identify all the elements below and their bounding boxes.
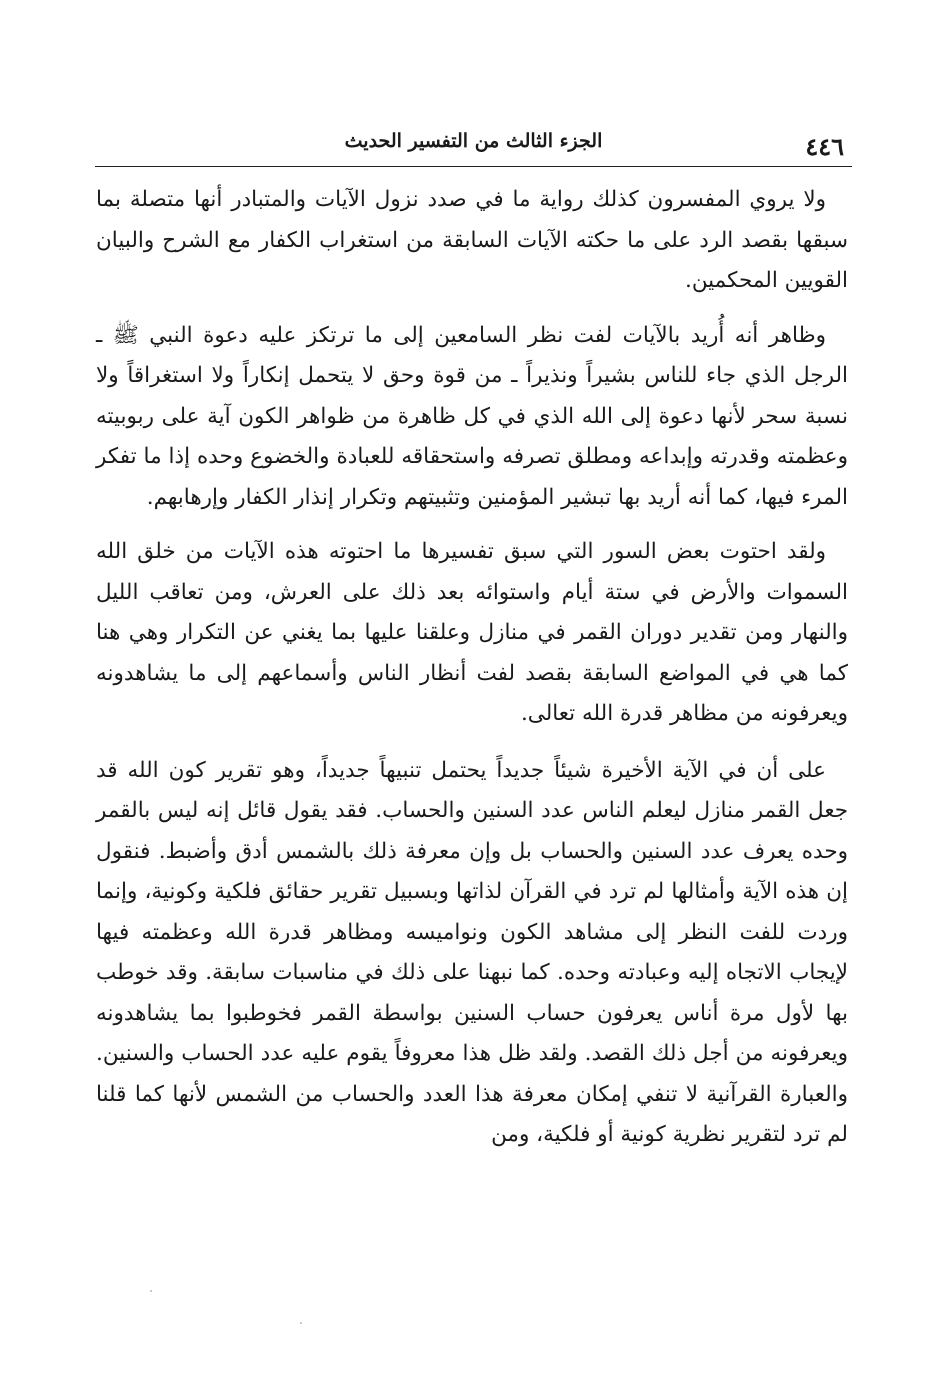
running-header bbox=[95, 128, 852, 164]
paragraph-3: ولقد احتوت بعض السور التي سبق تفسيرها ما احتوته هذه الآيات من خلق الله السموات والأرض في ستة أيام واستوائه بعد ذلك على العرش، ومن تعاقب الليل والنهار ومن تقدير دوران القمر في منازل وعلقنا عليها بما يغني عن التكرار وهي هنا كما هي في المواضع السابقة بقصد لفت أنظار الناس وأسماعهم إلى ما يشاهدونه ويعرفونه من مظاهر قدرة الله تعالى. bbox=[96, 539, 848, 726]
running-title: الجزء الثالث من التفسير الحديث bbox=[344, 130, 603, 152]
paragraph-1: ولا يروي المفسرون كذلك رواية ما في صدد نزول الآيات والمتبادر أنها متصلة بما سبقها بقصد الرد على ما حكته الآيات السابقة من استغراب الكفار مع الشرح والبيان القويين المحكمين. bbox=[96, 187, 848, 293]
paragraph-2: وظاهر أنه أُريد بالآيات لفت نظر السامعين إلى ما ترتكز عليه دعوة النبي ﷺ ـ الرجل الذي جاء للناس بشيراً ونذيراً ـ من قوة وحق لا يتحمل إنكاراً ولا استغراقاً ولا نسبة سحر لأنها دعوة إلى الله الذي في كل ظاهرة من ظواهر الكون آية على ربوبيته وعظمته وقدرته وإبداعه ومطلق تصرفه واستحقاقه للعبادة والخضوع وحده إذا ما تفكر المرء فيها، كما أنه أريد بها تبشير المؤمنين وتثبيتهم وتكرار إنذار الكفار وإرهابهم. bbox=[96, 322, 848, 510]
scan-speck bbox=[150, 1290, 152, 1292]
header-divider bbox=[95, 166, 852, 167]
scan-speck bbox=[300, 1322, 302, 1324]
page-body bbox=[96, 180, 848, 1168]
page-number: ٤٤٦ bbox=[805, 132, 844, 161]
paragraph-4: على أن في الآية الأخيرة شيئاً جديداً يحتمل تنبيهاً جديداً، وهو تقرير كون الله قد جعل القمر منازل ليعلم الناس عدد السنين والحساب. فقد يقول قائل إنه ليس بالقمر وحده يعرف عدد السنين والحساب بل وإن معرفة ذلك بالشمس أدق وأضبط. فنقول إن هذه الآية وأمثالها لم ترد في القرآن لذاتها وبسبيل تقرير حقائق فلكية وكونية، وإنما وردت للفت النظر إلى مشاهد الكون ونواميسه ومظاهر قدرة الله وعظمته فيها لإيجاب الاتجاه إليه وعبادته وحده. كما نبهنا على ذلك في مناسبات سابقة. وقد خوطب بها لأول مرة أناس يعرفون حساب السنين بواسطة القمر فخوطبوا بما يشاهدونه ويعرفونه من أجل ذلك القصد. ولقد ظل هذا معروفاً يقوم عليه عدد الحساب والسنين. والعبارة القرآنية لا تنفي إمكان معرفة هذا العدد والحساب من الشمس لأنها كما قلنا لم ترد لتقرير نظرية كونية أو فلكية، ومن bbox=[96, 757, 848, 1147]
